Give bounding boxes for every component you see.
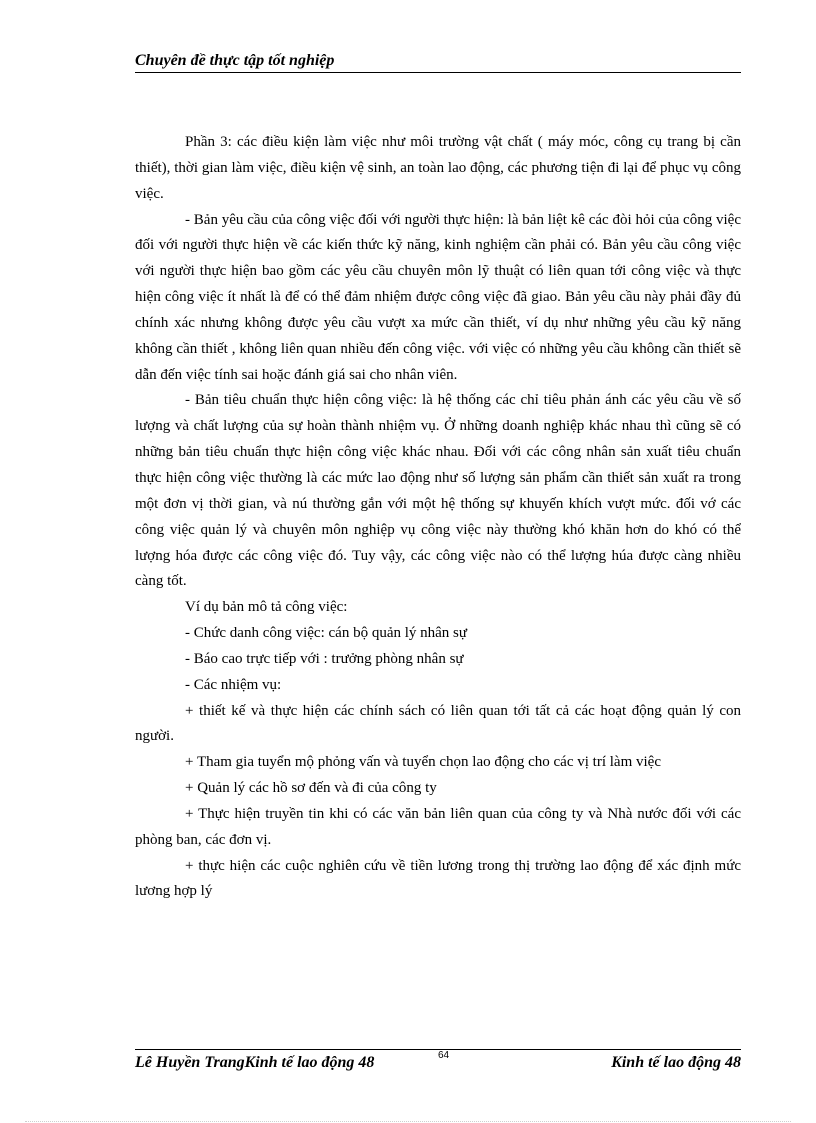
page-bottom-edge bbox=[25, 1121, 791, 1122]
list-item-reports-to: - Báo cao trực tiếp với : trưởng phòng nhân sự bbox=[185, 650, 464, 667]
paragraph-part-3: Phần 3: các điều kiện làm việc như môi trường vật chất ( máy móc, công cụ trang bị cần thiết), thời gian làm việc, điều kiện vệ sinh, an toàn lao động, các phương tiện đi lại để phục vụ công việc. bbox=[135, 134, 741, 202]
list-item-job-title: - Chức danh công việc: cán bộ quản lý nhân sự bbox=[185, 625, 468, 642]
list-item-duties: - Các nhiệm vụ: bbox=[185, 676, 282, 693]
duty-item: + thực hiện các cuộc nghiên cứu về tiền lương trong thị trường lao động để xác định mức lương hợp lý bbox=[135, 857, 741, 900]
duty-item: + thiết kế và thực hiện các chính sách có liên quan tới tất cả các hoạt động quản lý con người. bbox=[135, 702, 741, 745]
example-heading: Ví dụ bản mô tả công việc: bbox=[185, 599, 348, 616]
page-header bbox=[135, 50, 741, 73]
duty-item: + Thực hiện truyền tin khi có các văn bản liên quan của công ty và Nhà nước đối với các phòng ban, các đơn vị. bbox=[135, 805, 741, 848]
header-title: Chuyên đề thực tập tốt nghiệp bbox=[135, 52, 335, 69]
body-text bbox=[135, 130, 741, 905]
duty-item: + Tham gia tuyển mộ phỏng vấn và tuyển chọn lao động cho các vị trí làm việc bbox=[185, 754, 661, 771]
footer-course: Kinh tế lao động 48 bbox=[611, 1054, 741, 1071]
page-number: 64 bbox=[438, 1050, 450, 1061]
paragraph-job-requirements: - Bản yêu cầu của công việc đối với người thực hiện: là bản liệt kê các đòi hỏi của công việc đối với người thực hiện về các kiến thức kỹ năng, kinh nghiệm cần phải có. Bản yêu cầu công việc với người thực hiện bao gồm các yêu cầu chuyên môn lỹ thuật có liên quan tới công việc và thực hiện công việc ít nhất là để có thể đảm nhiệm được công việc đã giao. Bản yêu cầu này phải đầy đủ chính xác nhưng không được yêu cầu vượt xa mức cần thiết, ví dụ như những yêu cầu kỹ năng không cần thiết , không liên quan nhiều đến công việc. với việc có những yêu cầu không cần thiết sẽ dẫn đến việc tính sai hoặc đánh giá sai cho nhân viên. bbox=[135, 211, 741, 383]
paragraph-performance-standards: - Bản tiêu chuẩn thực hiện công việc: là hệ thống các chỉ tiêu phản ánh các yêu cầu về số lượng và chất lượng của sự hoàn thành nhiệm vụ. Ở những doanh nghiệp khác nhau thì cũng sẽ có những bản tiêu chuẩn thực hiện công việc khác nhau. Đối với các công nhân sản xuất tiêu chuẩn thực hiện công việc thường là các mức lao động như số lượng sản phẩm cần thiết sản xuất ra trong một đơn vị thời gian, và nú thường gắn với một hệ thống sự khuyến khích vượt mức. đối vớ các công việc quản lý và chuyên môn nghiệp vụ công việc này thường khó khăn hơn do khó có thể lượng hóa được các công việc đó. Tuy vậy, các công việc nào có thể lượng húa được càng nhiều càng tốt. bbox=[135, 392, 741, 590]
duty-item: + Quản lý các hồ sơ đến và đi của công ty bbox=[185, 780, 437, 797]
footer-author: Lê Huyền TrangKinh tế lao động 48 bbox=[135, 1054, 375, 1071]
